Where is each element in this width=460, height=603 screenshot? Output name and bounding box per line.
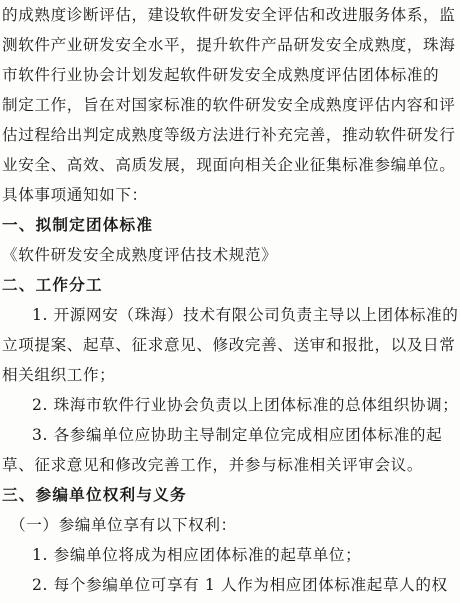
list-item: 2. 每个参编单位可享有 1 人作为相应团体标准起草人的权 (32, 576, 448, 594)
list-item-continuation: 立项提案、起草、征求意见、修改完善、送审和报批，以及日常 (2, 336, 456, 354)
list-item: 1. 开源网安（珠海）技术有限公司负责主导以上团体标准的 (32, 306, 459, 324)
body-text-line: 业安全、高效、高质发展，现面向相关企业征集标准参编单位。 (2, 156, 456, 174)
section-heading-2: 二、工作分工 (2, 276, 103, 294)
section-heading-3: 三、参编单位权利与义务 (2, 486, 187, 504)
list-item: 2. 珠海市软件行业协会负责以上团体标准的总体组织协调； (32, 396, 459, 414)
body-text-line: 市软件行业协会计划发起软件研发安全成熟度评估团体标准的 (2, 66, 440, 84)
standard-title: 《软件研发安全成熟度评估技术规范》 (2, 246, 278, 264)
subsection-heading: （一）参编单位享有以下权利： (10, 516, 237, 534)
list-item-continuation: 草、征求意见和修改完善工作，并参与标准相关评审会议。 (2, 456, 424, 474)
body-text-line: 的成熟度诊断评估，建设软件研发安全评估和改进服务体系，监 (2, 6, 456, 24)
body-text-line: 制定工作，旨在对国家标准的软件研发安全成熟度评估内容和评 (2, 96, 456, 114)
list-item-continuation: 相关组织工作； (2, 366, 116, 384)
body-text-line: 具体事项通知如下： (2, 186, 148, 204)
body-text-line: 估过程给出判定成熟度等级方法进行补充完善，推动软件研发行 (2, 126, 456, 144)
body-text-line: 测软件产业研发安全水平，提升软件产品研发安全成熟度，珠海 (2, 36, 456, 54)
section-heading-1: 一、拟制定团体标准 (2, 216, 154, 234)
list-item: 3. 各参编单位应协助主导制定单位完成相应团体标准的起 (32, 426, 443, 444)
list-item: 1. 参编单位将成为相应团体标准的起草单位； (32, 546, 362, 564)
